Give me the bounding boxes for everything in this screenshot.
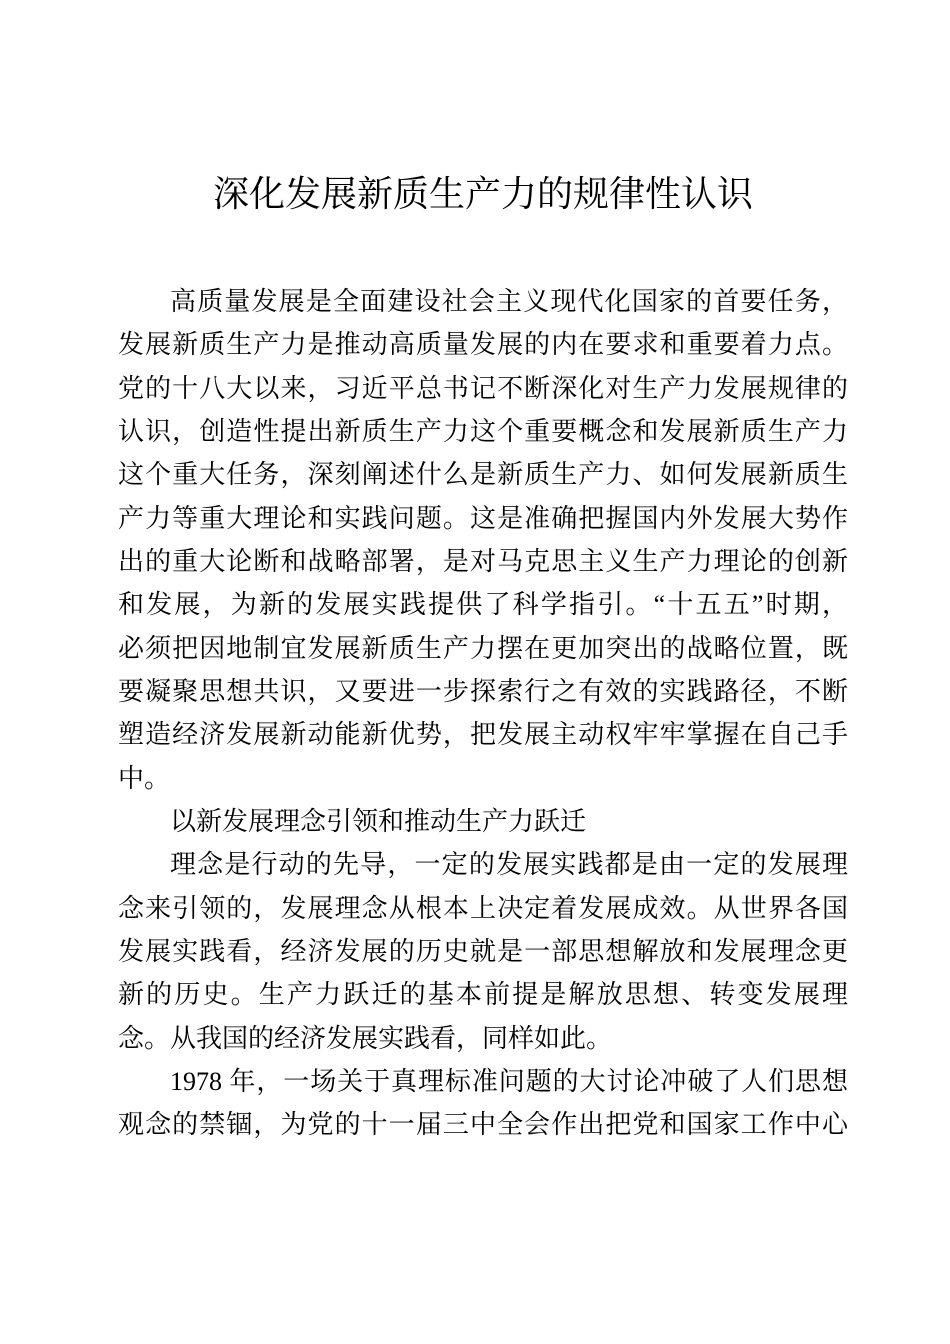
- text-line: 念来引领的，发展理念从根本上决定着发展成效。从世界各国: [118, 893, 848, 923]
- text-line: 要凝聚思想共识，又要进一步探索行之有效的实践路径，不断: [118, 676, 848, 706]
- text-line: 理念是行动的先导，一定的发展实践都是由一定的发展理: [170, 850, 848, 880]
- text-line: 新的历史。生产力跃迁的基本前提是解放思想、转变发展理: [118, 980, 848, 1010]
- text-line: 产力等重大理论和实践问题。这是准确把握国内外发展大势作: [118, 503, 848, 533]
- text-line: 念。从我国的经济发展实践看，同样如此。: [118, 1023, 613, 1053]
- text-line: 1978 年，一场关于真理标准问题的大讨论冲破了人们思想: [170, 1066, 848, 1096]
- section-heading-text: 以新发展理念引领和推动生产力跃迁: [170, 806, 587, 836]
- section-heading: [118, 800, 848, 843]
- text-line: 必须把因地制宜发展新质生产力摆在更加突出的战略位置，既: [118, 633, 848, 663]
- document-content: [118, 0, 848, 1147]
- text-line: 认识，创造性提出新质生产力这个重要概念和发展新质生产力: [118, 416, 848, 446]
- text-line: 高质量发展是全面建设社会主义现代化国家的首要任务，: [170, 287, 848, 316]
- text-line: 中。: [118, 763, 171, 793]
- document-title: 深化发展新质生产力的规律性认识: [212, 174, 753, 214]
- text-line: 塑造经济发展新动能新优势，把发展主动权牢牢掌握在自己手: [118, 720, 848, 750]
- text-line: 观念的禁锢，为党的十一届三中全会作出把党和国家工作中心: [118, 1110, 848, 1140]
- document-body: [118, 280, 848, 1147]
- text-line: 发展实践看，经济发展的历史就是一部思想解放和发展理念更: [118, 936, 848, 966]
- text-line: 和发展，为新的发展实践提供了科学指引。“十五五”时期，: [118, 590, 848, 620]
- text-line: 党的十八大以来，习近平总书记不断深化对生产力发展规律的: [118, 373, 848, 403]
- paragraph: [118, 843, 848, 1060]
- text-line: 这个重大任务，深刻阐述什么是新质生产力、如何发展新质生: [118, 460, 848, 490]
- paragraph: [118, 1060, 848, 1147]
- text-line: 出的重大论断和战略部署，是对马克思主义生产力理论的创新: [118, 546, 848, 576]
- paragraph: [118, 280, 848, 800]
- text-line: 发展新质生产力是推动高质量发展的内在要求和重要着力点。: [118, 330, 848, 360]
